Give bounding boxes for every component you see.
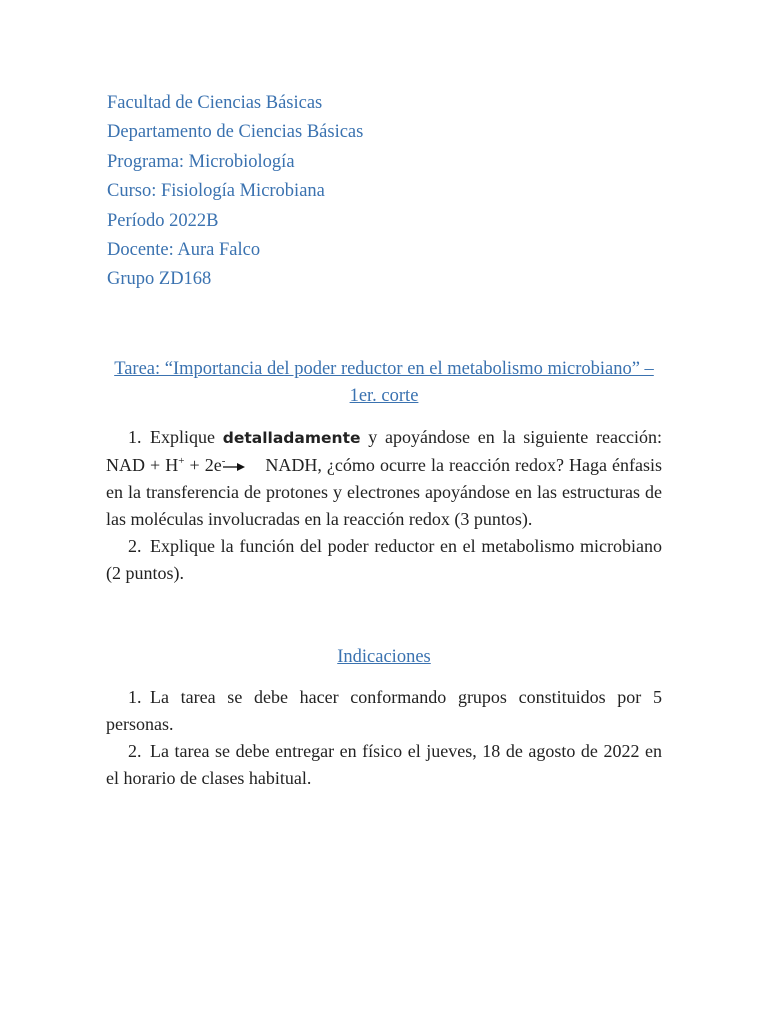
task-item-1: 1. Explique detalladamente y apoyándose en la siguiente reacción: NAD + H+ + 2e- NADH, ¿cómo ocurre la reacción redox? Haga énfasis en la transferencia de protones y electrones apoyándose en las estructuras de las moléculas involucradas en la reacción redox (3 puntos). [106, 424, 662, 533]
emphasis-text: detalladamente [222, 429, 361, 447]
instruction-item-2: 2. La tarea se debe entregar en físico el jueves, 18 de agosto de 2022 en el horario de clases habitual. [106, 738, 662, 792]
item-number: 2. [128, 741, 142, 761]
reaction-lhs: NAD + H [106, 455, 179, 475]
instructions-heading: Indicaciones [337, 647, 431, 667]
electron-charge: - [221, 455, 226, 467]
program-line: Programa: Microbiología [107, 151, 295, 172]
task-title: Tarea: “Importancia del poder reductor en el metabolismo microbiano” – 1er. corte [114, 359, 654, 406]
faculty-line: Facultad de Ciencias Básicas [107, 93, 323, 113]
item-number: 1. [128, 687, 142, 707]
department-line: Departamento de Ciencias Básicas [107, 122, 364, 143]
period-line: Período 2022B [107, 210, 219, 231]
instruction-item-1: 1. La tarea se debe hacer conformando grupos constituidos por 5 personas. [106, 684, 662, 738]
course-header [107, 89, 363, 295]
teacher-line: Docente: Aura Falco [107, 240, 261, 261]
item-number: 2. [128, 536, 142, 556]
task-list [106, 424, 662, 587]
reaction-rhs: NADH [265, 455, 318, 475]
proton-charge: + [178, 455, 185, 467]
group-line: Grupo ZD168 [107, 269, 212, 290]
item-number: 1. [128, 427, 142, 447]
reaction-mid: + 2e [184, 455, 222, 475]
course-line: Curso: Fisiología Microbiana [107, 181, 325, 202]
reaction-arrow-icon [223, 462, 245, 472]
task-item-2: 2. Explique la función del poder reductor en el metabolismo microbiano (2 puntos). [106, 533, 662, 587]
instructions-list [106, 684, 662, 792]
